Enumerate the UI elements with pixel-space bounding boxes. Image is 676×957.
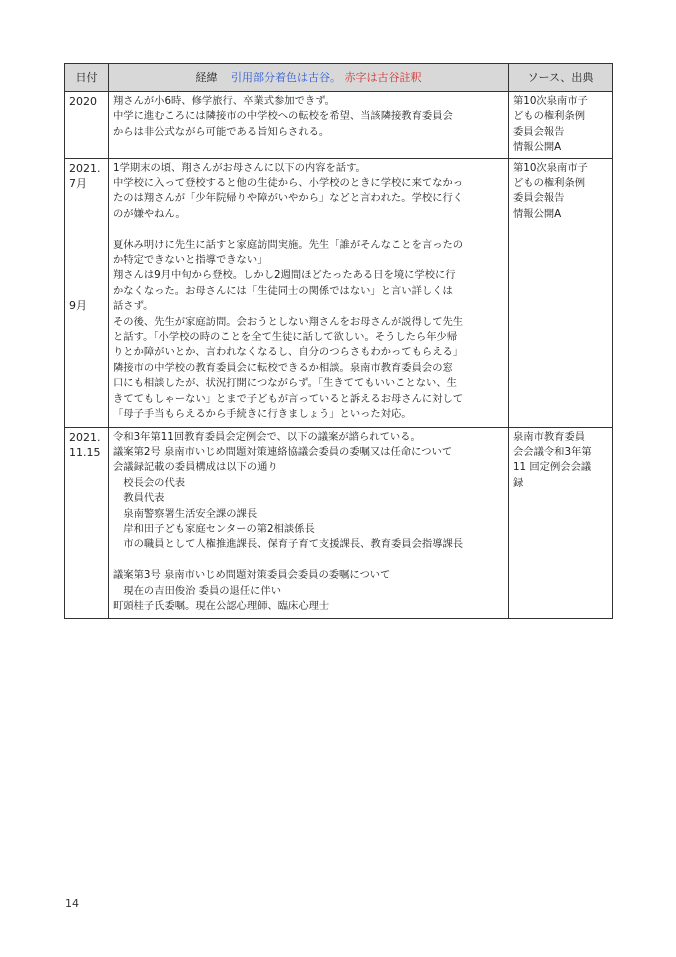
header-main-label: 経緯 bbox=[195, 70, 218, 84]
source-line: 第10次泉南市子 bbox=[513, 95, 588, 107]
source-line: 泉南市教育委員 bbox=[513, 430, 586, 443]
body-line: 市の職員として人権推進課長、保育子育て支援課長、教育委員会指導課長 bbox=[113, 538, 464, 551]
date-line: 2021. bbox=[69, 430, 101, 444]
source-line: どもの権利条例 bbox=[513, 177, 586, 190]
row-source bbox=[509, 427, 613, 619]
body-line: 隣接市の中学校の教育委員会に転校できるか相談。泉南市教育委員会の窓 bbox=[113, 361, 453, 374]
body-line: きててもしゃーない」とまで子どもが言っていると訴えるお母さんに対して bbox=[113, 392, 464, 405]
body-line: 中学に進むころには隣接市の中学校への転校を希望、当該隣接教育委員会 bbox=[113, 110, 453, 123]
header-note-blue: 引用部分着色は古谷。 bbox=[231, 70, 341, 84]
body-line: か特定できないと指導できない」 bbox=[113, 254, 268, 267]
row-body bbox=[109, 92, 509, 159]
header-date: 日付 bbox=[65, 64, 109, 92]
body-line: かなくなった。お母さんには「生徒同士の関係ではない」と言い詳しくは bbox=[113, 284, 453, 297]
source-line: 第10次泉南市子 bbox=[513, 161, 588, 174]
source-line: 11 回定例会会議 bbox=[513, 461, 592, 474]
body-line: 教員代表 bbox=[113, 492, 165, 505]
date-line: 7月 bbox=[69, 177, 87, 191]
row-date bbox=[65, 158, 109, 427]
body-line: 翔さんが小6時、修学旅行、卒業式参加できず。 bbox=[113, 95, 335, 107]
row-source bbox=[509, 158, 613, 427]
body-line: のが嫌やねん。 bbox=[113, 207, 186, 220]
body-line: 会議録記載の委員構成は以下の通り bbox=[113, 461, 278, 474]
body-line: と話す。「小学校の時のことを全て生徒に話して欲しい。そうしたら年少帰 bbox=[113, 331, 458, 344]
header-main bbox=[109, 64, 509, 92]
body-line: 議案第3号 泉南市いじめ問題対策委員会委員の委嘱について bbox=[113, 569, 391, 582]
row-date bbox=[65, 92, 109, 159]
body-line: 話さず。 bbox=[113, 300, 154, 313]
body-line: 中学校に入って登校すると他の生徒から、小学校のときに学校に来てなかっ bbox=[113, 177, 464, 190]
date-line-later: 9月 bbox=[69, 299, 87, 313]
table-row bbox=[65, 427, 613, 619]
body-line: 泉南警察署生活安全課の課長 bbox=[113, 507, 258, 520]
body-line: 令和3年第11回教育委員会定例会で、以下の議案が諮られている。 bbox=[113, 430, 421, 443]
row-date bbox=[65, 427, 109, 619]
body-line: たのは翔さんが「少年院帰りや障がいやから」などと言われた。学校に行く bbox=[113, 192, 464, 205]
source-line: 情報公開A bbox=[513, 207, 562, 220]
source-line: どもの権利条例 bbox=[513, 110, 586, 123]
body-line: 「母子手当もらえるから手続きに行きましょう」といった対応。 bbox=[113, 408, 412, 421]
source-line: 委員会報告 bbox=[513, 192, 565, 205]
source-line: 委員会報告 bbox=[513, 125, 565, 138]
body-line: 校長会の代表 bbox=[113, 476, 186, 489]
page-number: 14 bbox=[65, 897, 79, 910]
body-line: その後、先生が家庭訪問。会おうとしない翔さんをお母さんが説得して先生 bbox=[113, 315, 464, 328]
row-body bbox=[109, 427, 509, 619]
date-line: 2020 bbox=[69, 95, 97, 108]
body-line: 1学期末の頃、翔さんがお母さんに以下の内容を話す。 bbox=[113, 161, 366, 174]
date-line: 2021. bbox=[69, 161, 101, 175]
body-line: 岸和田子ども家庭センターの第2相談係長 bbox=[113, 522, 315, 535]
table-row bbox=[65, 92, 613, 159]
table-row bbox=[65, 158, 613, 427]
body-line: 口にも相談したが、状況打開につながらず。「生きててもいいことない、生 bbox=[113, 377, 457, 390]
body-line: 町頭桂子氏委嘱。現在公認心理師、臨床心理士 bbox=[113, 599, 330, 612]
header-source: ソース、出典 bbox=[509, 64, 613, 92]
body-line: 夏休み明けに先生に話すと家庭訪問実施。先生「誰がそんなことを言ったの bbox=[113, 238, 464, 251]
row-source bbox=[509, 92, 613, 159]
body-line: 現在の吉田俊治 委員の退任に伴い bbox=[113, 584, 282, 597]
source-line: 情報公開A bbox=[513, 141, 562, 154]
table-header-row bbox=[65, 64, 613, 92]
source-line: 録 bbox=[513, 476, 524, 489]
timeline-table bbox=[64, 63, 613, 619]
body-line: 翔さんは9月中旬から登校。しかし2週間ほどたったある日を境に学校に行 bbox=[113, 269, 456, 282]
body-line: りとか障がいとか、言われなくなるし、自分のつらさもわかってもらえる」 bbox=[113, 346, 464, 359]
row-body bbox=[109, 158, 509, 427]
date-line: 11.15 bbox=[69, 445, 101, 459]
source-line: 会会議令和3年第 bbox=[513, 445, 592, 458]
body-line: からは非公式ながら可能である旨知らされる。 bbox=[113, 125, 330, 138]
body-line: 議案第2号 泉南市いじめ問題対策連絡協議会委員の委嘱又は任命について bbox=[113, 445, 453, 458]
header-note-red: 赤字は古谷註釈 bbox=[344, 70, 422, 84]
